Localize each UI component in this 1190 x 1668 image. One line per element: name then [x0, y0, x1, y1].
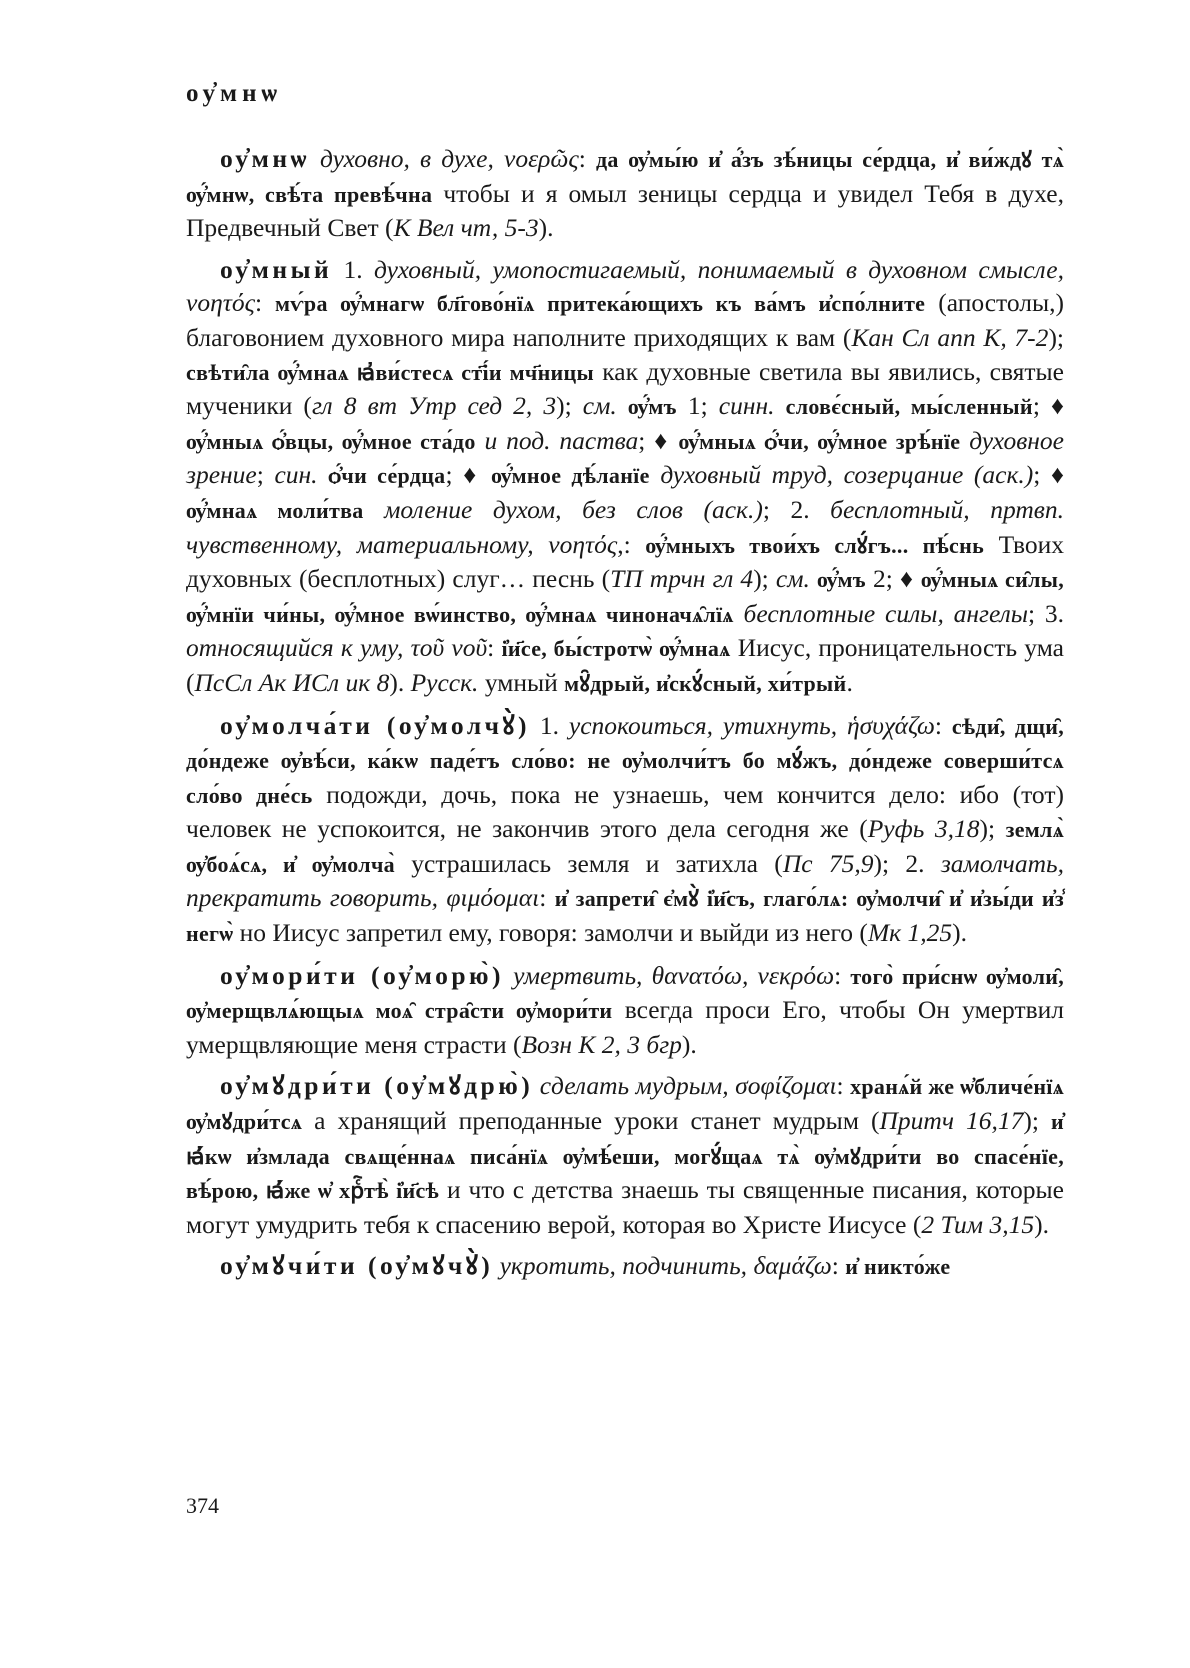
church-slavonic-quote: мѵ́ра ѹ҆́мнагѡ бл҃гово́нїѧ притека́ющихъ къ ва́мъ и҆спо́лните — [275, 291, 926, 317]
church-slavonic-quote: и҆ никто́же — [845, 1254, 951, 1280]
plain-text: умный — [478, 667, 565, 697]
plain-text — [775, 391, 786, 420]
page-number: 374 — [186, 1493, 219, 1518]
church-slavonic-quote: мꙋ̑дрый, и҆скꙋ́сный, хи́трый — [564, 670, 847, 696]
plain-text: Иисус, проницательность ума ( — [186, 633, 1064, 697]
plain-text: ). — [538, 213, 554, 243]
plain-text: : — [831, 1251, 846, 1281]
church-slavonic-quote: ѹ҆́мныѧ си̑лы, ѹ҆́мнїи чи́ны, ѹ҆́мное вѡ́инство, ѹ҆́мнаѧ чиноначѧ̑лїѧ — [186, 567, 1064, 627]
church-slavonic-quote: ѹ҆́мныѧ ѻ҆́вцы, ѹ҆́мное ста́до — [186, 428, 476, 454]
plain-text: : — [539, 883, 555, 913]
italic-gloss: Руфь 3,18 — [867, 814, 980, 844]
italic-gloss: замолчать, прекратить говорить, — [186, 848, 1064, 913]
plain-text: ). — [952, 918, 967, 948]
church-slavonic-quote: словє́сный, мы́сленный — [785, 394, 1033, 420]
plain-text: 1; — [676, 391, 719, 421]
greek-word: νοερῶς — [504, 144, 579, 173]
plain-text — [318, 460, 329, 489]
greek-word: ἡσυχάζω — [846, 710, 935, 740]
church-slavonic-quote: свѣти̑ла ѹ҆́мнаѧ ꙗ҆ви́стесѧ ст҃і́и мч҃ницы — [186, 359, 594, 385]
dictionary-body — [186, 142, 1064, 1292]
church-slavonic-quote: ѹ҆́мныхъ твои́хъ слꙋ́гъ... пѣ́снь — [645, 532, 985, 558]
plain-text — [650, 460, 661, 489]
plain-text: ); 2. — [873, 848, 941, 878]
dictionary-page — [186, 0, 1064, 1668]
italic-gloss: духовный, умопостигаемый, понимаемый в духовном смысле, — [374, 254, 1065, 284]
plain-text: ; ♦ — [1032, 391, 1064, 421]
church-slavonic-quote: хранѧ́й же ѡ҆бличе́нїѧ ѹ҆мꙋдри́тсѧ — [186, 1074, 1065, 1135]
headword: оу҆мнѡ — [220, 144, 310, 173]
italic-gloss: Пс 75,9 — [782, 848, 874, 878]
plain-text — [617, 391, 628, 420]
italic-gloss: Притч 16,17 — [879, 1106, 1024, 1136]
italic-gloss: К Вел чт, 5-3 — [393, 213, 539, 243]
italic-gloss: духовно, в духе, — [320, 144, 494, 173]
plain-text: ). — [1034, 1209, 1049, 1239]
italic-gloss: укротить, подчинить, — [499, 1251, 748, 1281]
italic-gloss: Русск. — [410, 667, 479, 697]
dictionary-entry — [186, 1249, 1064, 1284]
greek-word: νοητός — [186, 288, 255, 318]
headword: оу҆мꙋдри́ти (оу҆мꙋдрю̀) — [220, 1071, 534, 1101]
italic-gloss: духовный труд, созерцание (аск.) — [660, 460, 1034, 490]
plain-text: ); — [1023, 1106, 1052, 1136]
plain-text: : — [834, 960, 851, 990]
church-slavonic-quote: ѻ҆́чи се́рдца — [328, 463, 446, 489]
italic-gloss: бесплотный, пртвп. чувственному, материальному, — [186, 494, 1064, 559]
plain-text — [734, 599, 744, 628]
plain-text: . — [846, 667, 853, 697]
greek-word: θανατόω, νεκρόω — [651, 960, 835, 990]
church-slavonic-quote: ѹ҆́мныѧ ѻ҆́чи, ѹ҆́мное зрѣ́нїе — [678, 428, 961, 454]
italic-gloss: ТП трчн гл 4 — [610, 564, 754, 594]
plain-text — [403, 633, 410, 662]
plain-text: ). — [389, 667, 411, 697]
italic-gloss: сделать мудрым, — [539, 1071, 729, 1101]
church-slavonic-quote: ѹ҆́мъ — [627, 394, 677, 420]
plain-text: : — [487, 633, 502, 663]
dictionary-entry — [186, 1069, 1064, 1241]
plain-text: как духовные светила вы явились, святые мученики ( — [186, 356, 1064, 421]
plain-text: : — [836, 1071, 851, 1101]
plain-text: ; ♦ — [1033, 460, 1065, 490]
italic-gloss: умертвить, — [513, 960, 643, 990]
italic-gloss: Мк 1,25 — [867, 918, 953, 948]
plain-text: Твоих духовных (бесплотных) слуг… песнь ( — [186, 529, 1064, 594]
italic-gloss: успокоиться, утихнуть, — [568, 710, 838, 740]
dictionary-entry — [186, 959, 1064, 1062]
italic-gloss: моление духом, без слов (аск.) — [384, 494, 763, 524]
plain-text — [364, 495, 385, 524]
headword: оу҆мꙋчи́ти (оу҆мꙋчꙋ̀) — [220, 1251, 494, 1281]
plain-text — [837, 711, 847, 740]
plain-text: (апостолы,) благовонием духовного мира наполните приходящих к вам ( — [186, 288, 1064, 352]
plain-text — [494, 144, 504, 173]
church-slavonic-quote: ѹ҆́мнаѧ моли́тва — [186, 497, 364, 523]
plain-text: ); — [556, 391, 583, 421]
italic-gloss: духовное зрение — [186, 425, 1065, 490]
church-slavonic-quote: ѹ҆́мное дѣ́ланїе — [491, 463, 650, 489]
headword: оу҆молча́ти (оу҆молчꙋ̀) — [220, 710, 530, 740]
headword: оу҆мори́ти (оу҆морю̀) — [220, 960, 504, 990]
plain-text — [642, 961, 651, 990]
greek-word: φιμόομαι — [446, 883, 540, 913]
plain-text — [810, 564, 817, 593]
headword: оу҆мный — [220, 254, 333, 284]
plain-text: ); — [979, 814, 1006, 844]
italic-gloss: гл 8 вт Утр сед 2, 3 — [311, 391, 557, 421]
plain-text: и что с детства знаешь ты священные писания, которые могут умудрить тебя к спасению верой, которая во Христе Иисусе ( — [186, 1175, 1065, 1239]
church-slavonic-quote: да ѹ҆мы́ю и҆ а҆́зъ зѣ́ницы се́рдца, и҆ ви́ждꙋ тѧ̀ ѹ҆́мнѡ, свѣ́та превѣ́чна — [186, 147, 1065, 207]
italic-gloss: 2 Тим 3,15 — [921, 1209, 1035, 1239]
plain-text: устрашилась земля и затихла ( — [394, 848, 783, 878]
plain-text: ,: — [617, 529, 646, 559]
plain-text: ); — [1048, 322, 1065, 352]
italic-gloss: относящийся к уму, — [186, 633, 404, 663]
plain-text: 2; ♦ — [865, 564, 921, 594]
italic-gloss: см. — [775, 564, 810, 594]
plain-text: всегда проси Его, чтобы Он умертвил умерщвляющие меня страсти ( — [186, 995, 1064, 1059]
dictionary-entry — [186, 142, 1064, 245]
italic-gloss: см. — [582, 391, 617, 421]
plain-text: ); — [753, 564, 776, 594]
plain-text: ; 3. — [1028, 598, 1065, 628]
plain-text: ; 2. — [762, 494, 831, 524]
church-slavonic-quote: і҆и҃се, бы́стротѡ̀ ѹ҆́мнаѧ — [501, 636, 731, 662]
plain-text — [534, 530, 549, 559]
plain-text: но Иисус запретил ему, говоря: замолчи и выйди из него ( — [233, 918, 868, 948]
church-slavonic-quote: землѧ̀ ѹ҆боѧ́сѧ, и҆ ѹ҆молча̀ — [186, 817, 1064, 877]
plain-text — [476, 426, 485, 455]
plain-text: чтобы и я омыл зеницы сердца и увидел Тебя в духе, Предвечный Свет ( — [186, 178, 1064, 243]
running-head: оу҆мнѡ — [186, 80, 282, 107]
church-slavonic-quote: сѣди̑, дщи̑, до́ндеже ѹ҆вѣ́си, ка́кѡ паде́тъ сло́во: не ѹ҆молчи́тъ бо мꙋ́жъ, до́ндеже соверши́тсѧ сло́во дне́сь — [186, 713, 1065, 808]
plain-text: подожди, дочь, пока не узнаешь, чем кончится дело: ибо (тот) человек не успокоится, не закончив этого дела сегодня же ( — [186, 779, 1064, 844]
greek-word: τοῦ νοῦ — [410, 633, 488, 663]
plain-text — [960, 426, 969, 455]
church-slavonic-quote: и҆ ꙗ҆́кѡ и҆змлада свѧще́ннаѧ писа́нїѧ ѹ҆мѣ́еши, могꙋ́щаѧ тѧ̀ ѹ҆мꙋдри́ти во спасе́нїе, вѣ́рою, ꙗ҆́же ѡ҆ хрⷭ҇тѣ̀ і҆и҃сѣ — [186, 1109, 1065, 1204]
plain-text: : — [254, 288, 276, 318]
dictionary-entry — [186, 709, 1064, 951]
italic-gloss: Кан Сл апп К, 7-2 — [851, 322, 1049, 352]
italic-gloss: и под. паства — [484, 425, 639, 455]
plain-text — [310, 144, 320, 173]
italic-gloss: синн. — [718, 391, 775, 421]
plain-text: 1. — [332, 254, 375, 284]
plain-text: 1. — [529, 710, 569, 740]
plain-text: : — [934, 710, 952, 740]
italic-gloss: Возн К 2, 3 бгр — [521, 1029, 682, 1059]
church-slavonic-quote: и҆ запрети̑ є҆мꙋ̀ і҆и҃съ, глаго́лѧ: ѹ҆молчи̑ и҆ и҆зы́ди и҆з̾ негѡ̀ — [186, 886, 1065, 947]
greek-word: σοφίζομαι — [735, 1071, 837, 1101]
plain-text: ; ♦ — [638, 425, 679, 455]
church-slavonic-quote: ѹ҆́мъ — [816, 567, 866, 593]
plain-text: : — [578, 144, 596, 173]
church-slavonic-quote: того̀ при́снѡ ѹ҆моли̑, ѹ҆мерщвлѧ́ющыѧ моѧ̑ стра̑сти ѹ҆мори́ти — [186, 963, 1064, 1024]
greek-word: νοητός — [548, 529, 618, 559]
dictionary-entry — [186, 253, 1064, 701]
plain-text: а хранящий преподанные уроки станет мудрым ( — [302, 1106, 880, 1136]
plain-text: ). — [681, 1029, 697, 1059]
greek-word: δαμάζω — [753, 1251, 832, 1281]
plain-text: ; ♦ — [445, 460, 492, 490]
italic-gloss: ПсСл Ак ИСл ик 8 — [194, 667, 390, 697]
plain-text: ; — [256, 460, 275, 490]
italic-gloss: син. — [274, 460, 318, 490]
plain-text — [504, 961, 513, 990]
italic-gloss: бесплотные силы, ангелы — [743, 598, 1029, 628]
